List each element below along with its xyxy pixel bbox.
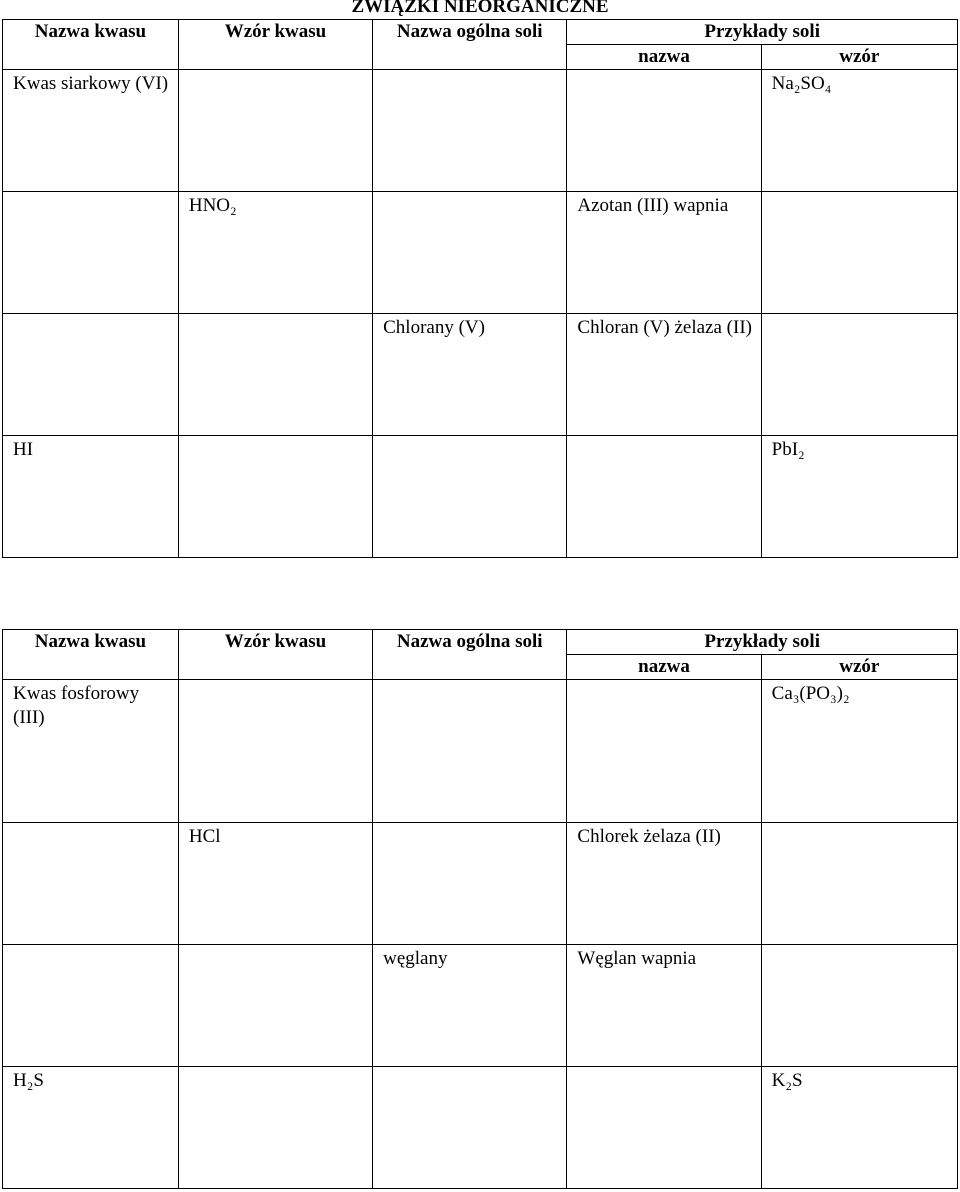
- header-salt-examples: Przykłady soli: [567, 20, 958, 45]
- salt-name-cell[interactable]: [567, 436, 761, 558]
- acid-formula-cell[interactable]: HNO₂: [178, 192, 372, 314]
- acid-formula-cell[interactable]: [178, 70, 372, 192]
- salt-general-cell[interactable]: [373, 436, 567, 558]
- table-row: [3, 436, 958, 558]
- table-row: [3, 823, 958, 945]
- table-row: [3, 945, 958, 1067]
- header-acid-name: Nazwa kwasu: [3, 20, 179, 70]
- acid-name-cell[interactable]: Kwas siarkowy (VI): [3, 70, 179, 192]
- header-row: [3, 630, 958, 655]
- acid-formula-cell[interactable]: [178, 945, 372, 1067]
- salt-name-cell[interactable]: Chlorek żelaza (II): [567, 823, 761, 945]
- header-acid-name: Nazwa kwasu: [3, 630, 179, 680]
- acid-formula-cell[interactable]: [178, 314, 372, 436]
- salt-formula-cell[interactable]: K₂S: [761, 1067, 957, 1189]
- acid-name-cell[interactable]: H₂S: [3, 1067, 179, 1189]
- salt-formula-cell[interactable]: Na₂SO₄: [761, 70, 957, 192]
- salt-formula-cell[interactable]: [761, 192, 957, 314]
- salt-name-cell[interactable]: Azotan (III) wapnia: [567, 192, 761, 314]
- table-row: [3, 70, 958, 192]
- acid-name-cell[interactable]: [3, 945, 179, 1067]
- salt-name-cell[interactable]: Węglan wapnia: [567, 945, 761, 1067]
- salt-formula-cell[interactable]: PbI₂: [761, 436, 957, 558]
- subheader-salt-formula: wzór: [761, 45, 957, 70]
- salt-general-cell[interactable]: [373, 70, 567, 192]
- header-acid-formula: Wzór kwasu: [178, 20, 372, 70]
- salt-name-cell[interactable]: Chloran (V) żelaza (II): [567, 314, 761, 436]
- salt-general-cell[interactable]: [373, 1067, 567, 1189]
- salt-name-cell[interactable]: [567, 70, 761, 192]
- salt-formula-cell[interactable]: [761, 823, 957, 945]
- header-salt-general-name: Nazwa ogólna soli: [373, 20, 567, 70]
- header-salt-examples: Przykłady soli: [567, 630, 958, 655]
- salt-name-cell[interactable]: [567, 1067, 761, 1189]
- header-salt-general-name: Nazwa ogólna soli: [373, 630, 567, 680]
- acid-name-cell[interactable]: [3, 192, 179, 314]
- acid-formula-cell[interactable]: [178, 680, 372, 823]
- salt-name-cell[interactable]: [567, 680, 761, 823]
- header-acid-formula: Wzór kwasu: [178, 630, 372, 680]
- table-row: [3, 314, 958, 436]
- subheader-salt-formula: wzór: [761, 655, 957, 680]
- salt-formula-cell[interactable]: [761, 945, 957, 1067]
- salt-general-cell[interactable]: [373, 823, 567, 945]
- acid-name-cell[interactable]: Kwas fosforowy (III): [3, 680, 179, 823]
- header-row: [3, 20, 958, 45]
- salt-formula-cell[interactable]: [761, 314, 957, 436]
- acid-formula-cell[interactable]: HCl: [178, 823, 372, 945]
- acid-name-cell[interactable]: [3, 314, 179, 436]
- salt-general-cell[interactable]: [373, 192, 567, 314]
- table-row: [3, 1067, 958, 1189]
- subheader-salt-name: nazwa: [567, 655, 761, 680]
- table-row: [3, 192, 958, 314]
- acid-name-cell[interactable]: [3, 823, 179, 945]
- salt-general-cell[interactable]: węglany: [373, 945, 567, 1067]
- acids-salts-table-2: [2, 629, 958, 1189]
- subheader-salt-name: nazwa: [567, 45, 761, 70]
- page-title: ZWIĄZKI NIEORGANICZNE: [351, 0, 609, 17]
- salt-formula-cell[interactable]: Ca₃(PO₃)₂: [761, 680, 957, 823]
- acids-salts-table-1: [2, 19, 958, 558]
- salt-general-cell[interactable]: Chlorany (V): [373, 314, 567, 436]
- acid-formula-cell[interactable]: [178, 1067, 372, 1189]
- acid-formula-cell[interactable]: [178, 436, 372, 558]
- table-row: [3, 680, 958, 823]
- salt-general-cell[interactable]: [373, 680, 567, 823]
- acid-name-cell[interactable]: HI: [3, 436, 179, 558]
